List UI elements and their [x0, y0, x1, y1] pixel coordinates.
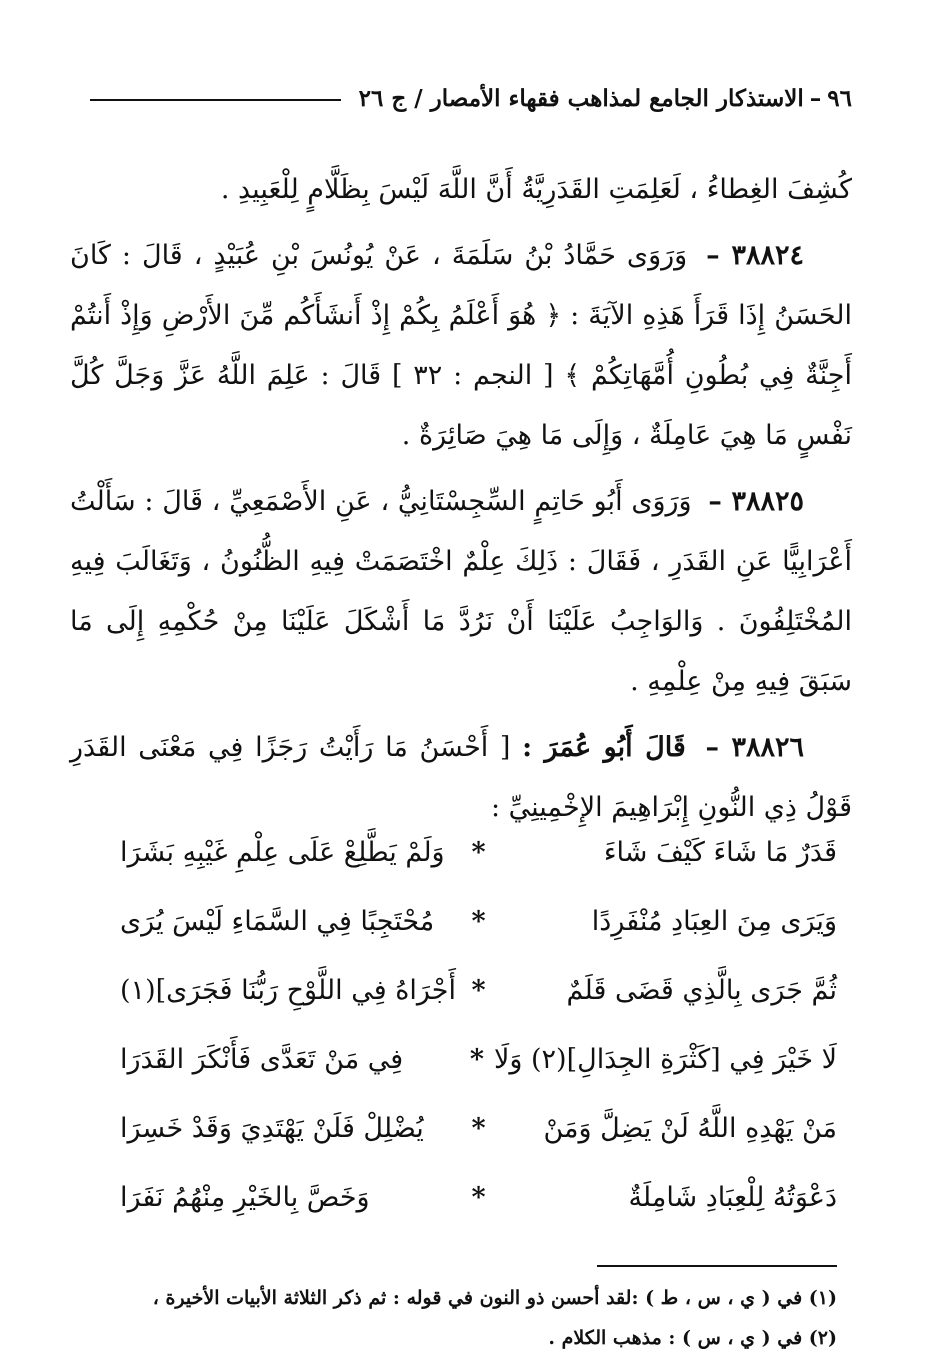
verse-first-hemistich: قَدَرٌ مَا شَاءَ كَيْفَ شَاءَ [603, 837, 837, 868]
paragraph-text: [ أَحْسَنُ مَا رَأَيْتُ رَجَزًا فِي مَعْنَى القَدَرِ قَوْلُ ذِي النُّونِ إِبْرَاهِيمَ الإِخْمِينِيِّ : [70, 732, 852, 823]
paragraph-text: وَرَوَى حَمَّادُ بْنُ سَلَمَةَ ، عَنْ يُونُسَ بْنِ عُبَيْدٍ ، قَالَ : كَانَ الحَسَنُ إِذَا قَرَأَ هَذِهِ الآيَةَ : ﴿ هُوَ أَعْلَمُ بِكُمْ إِذْ أَنشَأَكُم مِّنَ الأَرْضِ وَإِذْ أَنتُمْ أَجِنَّةٌ فِي بُطُونِ أُمَّهَاتِكُمْ ﴾ [ النجم : ٣٢ ] قَالَ : عَلِمَ اللَّهُ عَزَّ وَجَلَّ كُلَّ نَفْسٍ مَا هِيَ عَامِلَةٌ ، وَإِلَى مَا هِيَ صَائِرَةٌ . [70, 240, 852, 451]
poem-verse [120, 1094, 837, 1163]
paragraph-number: ٣٨٨٢٦ – [705, 732, 804, 763]
verse-first-hemistich: مَنْ يَهْدِهِ اللَّهُ لَنْ يَضِلَّ وَمَنْ [543, 1113, 837, 1144]
header-separator: – [809, 84, 822, 112]
verse-second-hemistich: أَجْرَاهُ فِي اللَّوْحِ رَبُّنَا فَجَرَى](١) [120, 975, 456, 1006]
book-title: الاستذكار الجامع لمذاهب فقهاء الأمصار / ج ٢٦ [358, 84, 804, 112]
verse-second-hemistich: فِي مَنْ تَعَدَّى فَأَنْكَرَ القَدَرَا [120, 1044, 404, 1075]
verse-separator: * [471, 1182, 486, 1213]
verse-second-hemistich: وَخَصَّ بِالخَيْرِ مِنْهُمُ نَفَرَا [120, 1182, 370, 1213]
verse-separator: * [471, 975, 486, 1006]
verse-separator: * [471, 906, 486, 937]
running-header [90, 78, 852, 118]
verse-separator: * [469, 1044, 484, 1075]
paragraph-lead: قَالَ أَبُو عُمَرَ : [522, 732, 686, 763]
paragraph-38824 [70, 226, 852, 466]
verse-second-hemistich: يُضْلِلْ فَلَنْ يَهْتَدِيَ وَقَدْ خَسِرَا [120, 1113, 424, 1144]
paragraph-text: كُشِفَ الغِطاءُ ، لَعَلِمَتِ القَدَرِيَّةُ أَنَّ اللَّهَ لَيْسَ بِظَلَّامٍ لِلْعَبِيدِ . [220, 174, 852, 205]
poem-verse [120, 887, 837, 956]
poem-verse [120, 1163, 837, 1232]
poem-verse [120, 1025, 837, 1094]
header-rule [90, 99, 341, 101]
paragraph-38825 [70, 472, 852, 712]
page-number: ٩٦ [827, 84, 852, 112]
verse-first-hemistich: لَا خَيْرَ فِي [كَثْرَةِ الجِدَالِ](٢) وَلَا [493, 1044, 837, 1075]
verse-first-hemistich: وَيَرَى مِنَ العِبَادِ مُنْفَرِدًا [591, 906, 837, 937]
poem-verse [120, 818, 837, 887]
paragraph-number: ٣٨٨٢٥ – [708, 486, 805, 517]
paragraph-continuation [70, 160, 852, 220]
poem-verse [120, 956, 837, 1025]
footnote-rule [597, 1265, 837, 1267]
verse-first-hemistich: ثُمَّ جَرَى بِالَّذِي قَضَى قَلَمٌ [566, 975, 837, 1006]
footnote-2: (٢) في ( ي ، س ) : مذهب الكلام . [548, 1327, 837, 1349]
paragraph-number: ٣٨٨٢٤ – [706, 240, 804, 271]
paragraph-text: وَرَوَى أَبُو حَاتِمٍ السِّجِسْتَانِيُّ ، عَنِ الأَصْمَعِيِّ ، قَالَ : سَأَلْتُ أَعْرَابِيًّا عَنِ القَدَرِ ، فَقَالَ : ذَلِكَ عِلْمٌ اخْتَصَمَتْ فِيهِ الظُّنُونُ ، وَتَغَالَبَ فِيهِ المُخْتَلِفُونَ . وَالوَاجِبُ عَلَيْنَا أَنْ نَرُدَّ مَا أَشْكَلَ عَلَيْنَا مِنْ حُكْمِهِ إِلَى مَا سَبَقَ فِيهِ مِنْ عِلْمِهِ . [70, 486, 852, 697]
verse-second-hemistich: مُحْتَجِبًا فِي السَّمَاءِ لَيْسَ يُرَى [120, 906, 435, 937]
verse-separator: * [471, 1113, 486, 1144]
footnote-1: (١) في ( ي ، س ، ط ) :لقد أحسن ذو النون في قوله : ثم ذكر الثلاثة الأبيات الأخيرة ، [152, 1287, 837, 1309]
verse-second-hemistich: وَلَمْ يَطَّلِعْ عَلَى عِلْمِ غَيْبِهِ بَشَرَا [120, 837, 445, 868]
verse-first-hemistich: دَعْوَتُهُ لِلْعِبَادِ شَامِلَةٌ [628, 1182, 837, 1213]
main-text [70, 160, 852, 844]
footnotes [110, 1278, 837, 1358]
poem [120, 818, 837, 1232]
verse-separator: * [471, 837, 486, 868]
